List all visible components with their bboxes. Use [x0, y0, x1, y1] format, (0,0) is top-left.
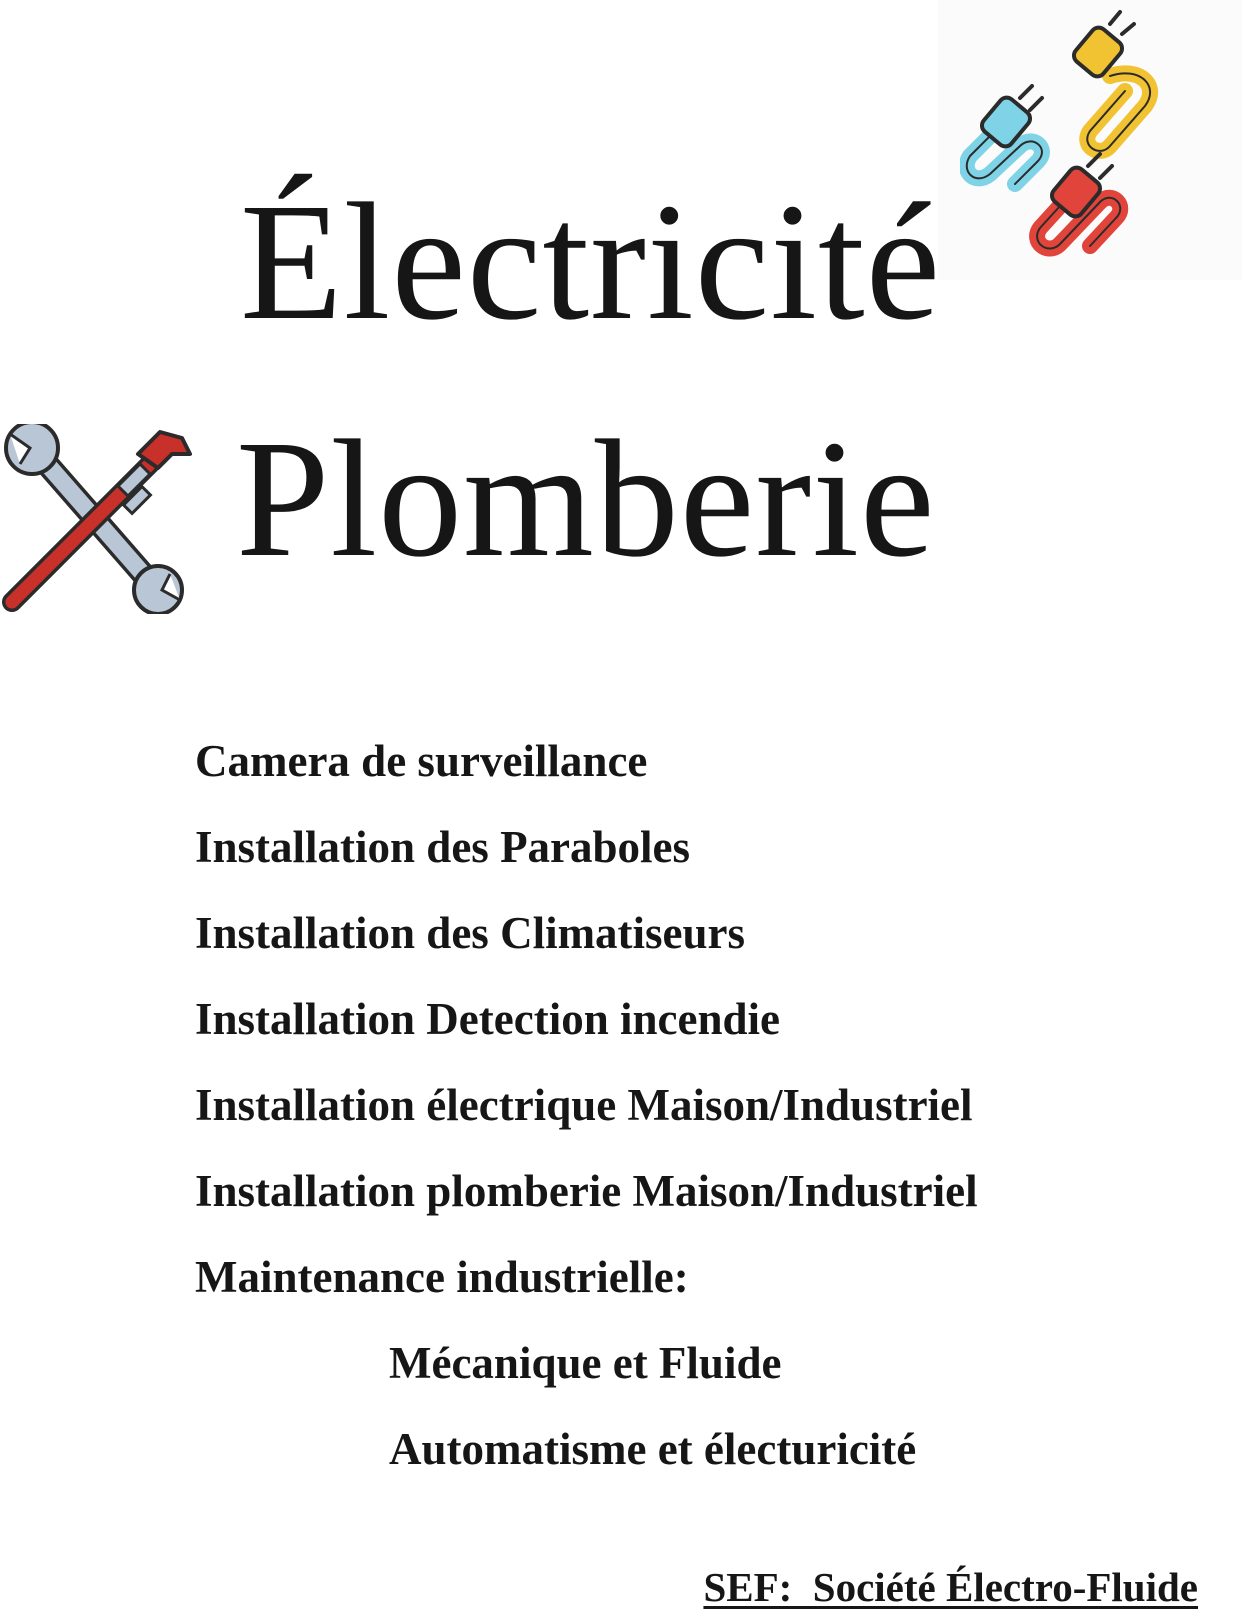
service-item: Installation électrique Maison/Industriel: [195, 1080, 973, 1130]
service-item: Camera de surveillance: [195, 736, 648, 786]
service-sub-item: Automatisme et électuricité: [389, 1424, 917, 1474]
service-item: Installation des Paraboles: [195, 822, 691, 872]
title-electricite: Électricité: [240, 169, 942, 355]
service-item: Installation Detection incendie: [195, 994, 780, 1044]
service-sub-item: Mécanique et Fluide: [389, 1338, 782, 1388]
blue-plug-icon: [967, 86, 1042, 184]
yellow-plug-icon: [1071, 12, 1150, 151]
service-item: Installation plomberie Maison/Industriel: [195, 1166, 978, 1216]
service-item: Installation des Climatiseurs: [195, 908, 746, 958]
title-plomberie: Plomberie: [236, 406, 936, 592]
company-name: SEF: Société Électro-Fluide: [703, 1564, 1198, 1610]
service-item: Maintenance industrielle:: [195, 1252, 689, 1302]
services-list: [195, 718, 978, 1492]
